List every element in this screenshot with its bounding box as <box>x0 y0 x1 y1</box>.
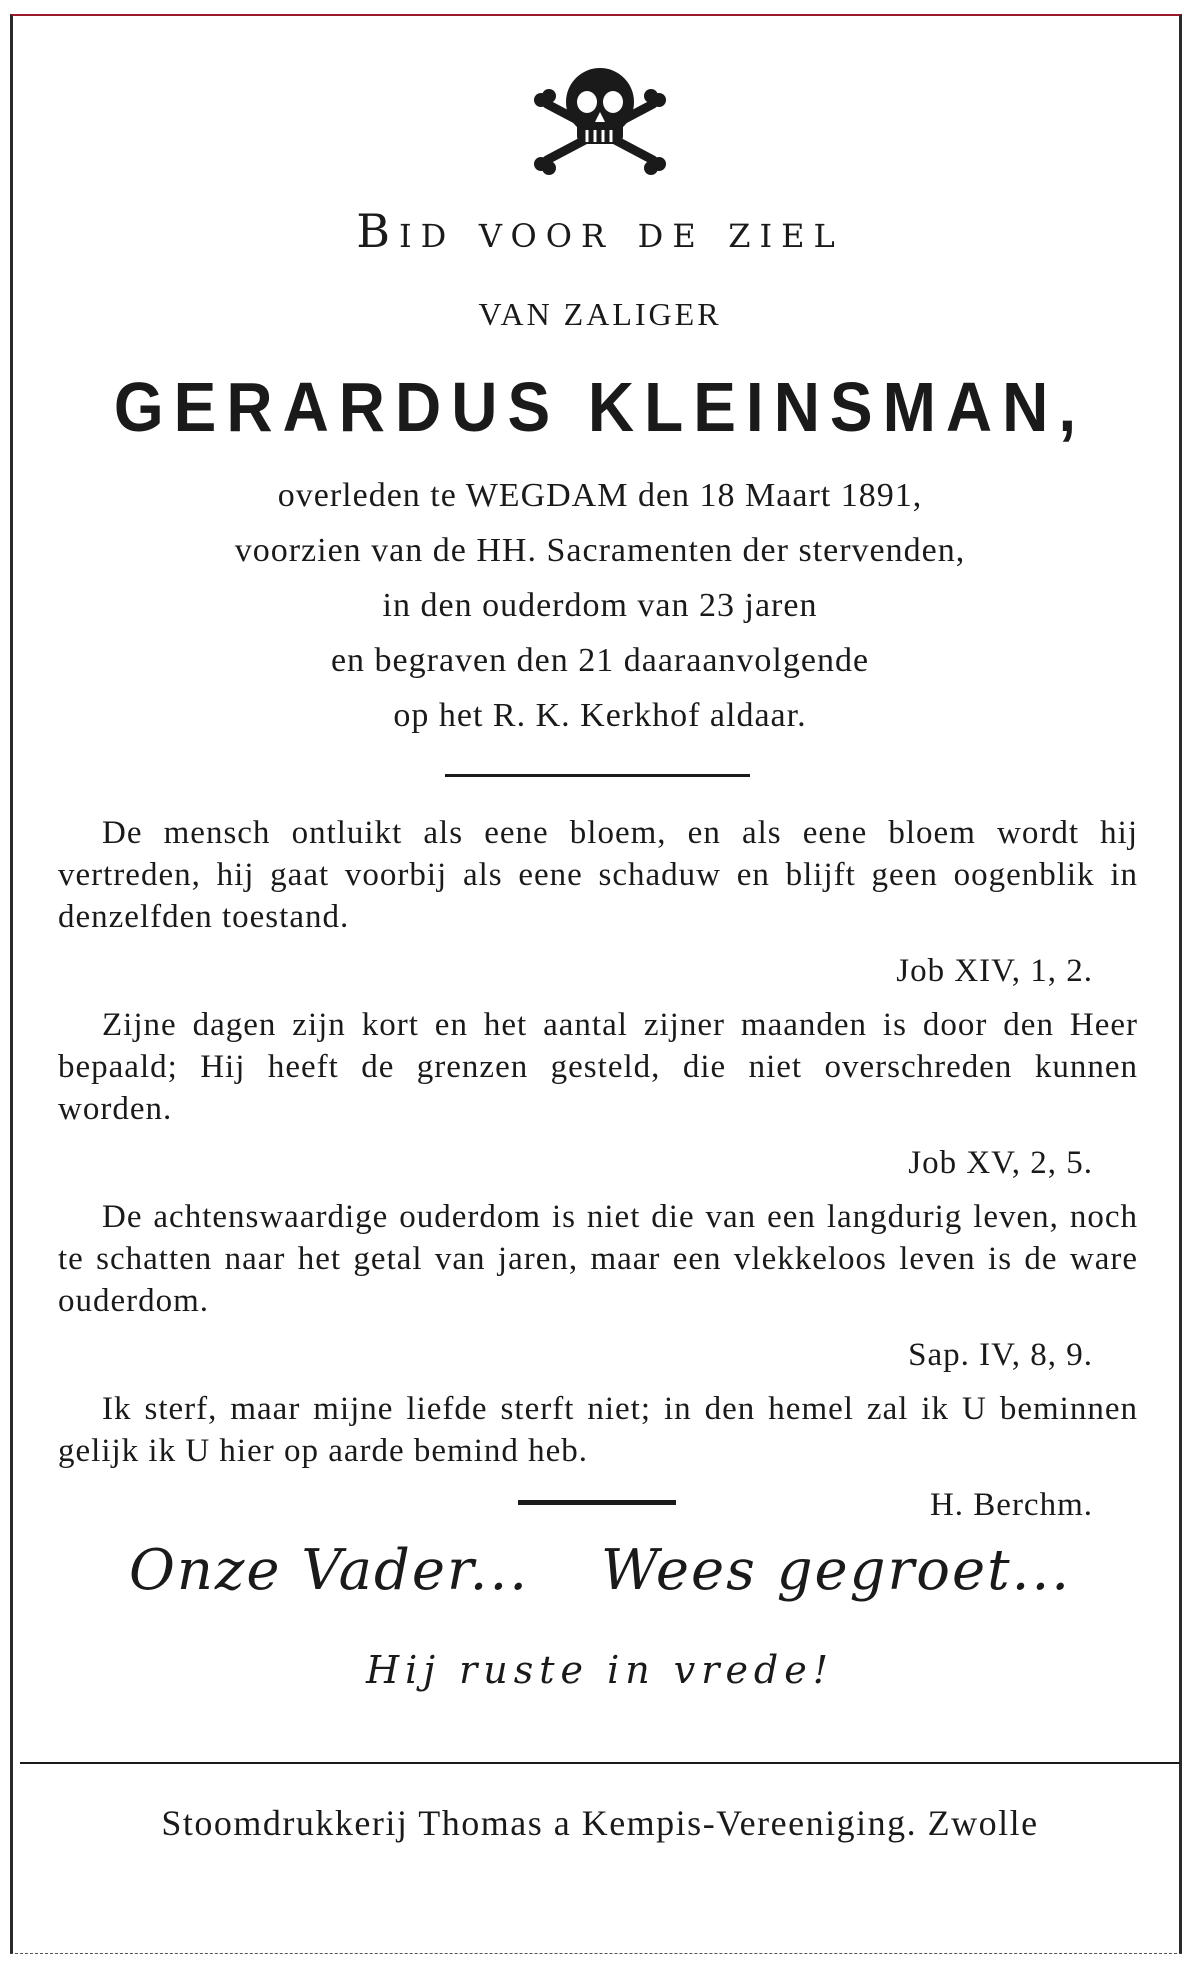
quote-reference: H. Berchm. <box>929 1487 1093 1523</box>
quote-text: De achtenswaardige ouderdom is niet die van een langdurig leven, noch te schatten naar het getal van jaren, maar een vlekkeloos leven is de ware ouderdom. <box>58 1199 1138 1319</box>
quote-reference: Sap. IV, 8, 9. <box>908 1337 1093 1373</box>
biography <box>0 468 1200 743</box>
bio-line: op het R. K. Kerkhof aldaar. <box>393 697 807 734</box>
scripture-quotes <box>58 812 1138 1538</box>
bio-line: overleden te WEGDAM den 18 Maart 1891, <box>277 477 923 514</box>
prayer-line <box>0 1538 1200 1603</box>
printer-credit: Stoomdrukkerij Thomas a Kempis-Vereeniging. Zwolle <box>161 1803 1039 1843</box>
card-title: Bid voor de ziel <box>356 204 844 258</box>
quote-text: Ik sterf, maar mijne liefde sterft niet; in den hemel zal ik U beminnen gelijk ik U hier op aarde bemind heb. <box>58 1391 1138 1469</box>
quote-reference: Job XV, 2, 5. <box>908 1145 1093 1181</box>
quote-text: Zijne dagen zijn kort en het aantal zijner maanden is door den Heer bepaald; Hij heeft de grenzen gesteld, die niet overschreden kunnen worden. <box>58 1007 1138 1127</box>
skull-crossbones-icon <box>525 56 675 176</box>
bio-line: en begraven den 21 daaraanvolgende <box>330 642 870 679</box>
footer-divider <box>20 1762 1180 1764</box>
rest-in-peace: Hij ruste in vrede! <box>365 1648 835 1692</box>
bio-line: in den ouderdom van 23 jaren <box>382 587 818 624</box>
quote-reference: Job XIV, 1, 2. <box>896 953 1093 989</box>
divider <box>445 774 750 777</box>
card-subtitle: VAN ZALIGER <box>478 296 722 332</box>
divider <box>518 1500 676 1505</box>
quote-text: De mensch ontluikt als eene bloem, en als eene bloem wordt hij vertreden, hij gaat voorbij als eene schaduw en blijft geen oogenblik in denzelfden toestand. <box>58 815 1138 935</box>
deceased-name: GERARDUS KLEINSMAN, <box>113 368 1087 446</box>
bio-line: voorzien van de HH. Sacramenten der stervenden, <box>234 532 966 569</box>
prayer-hail-mary: Wees gegroet... <box>600 1538 1072 1603</box>
prayer-our-father: Onze Vader... <box>128 1538 530 1603</box>
